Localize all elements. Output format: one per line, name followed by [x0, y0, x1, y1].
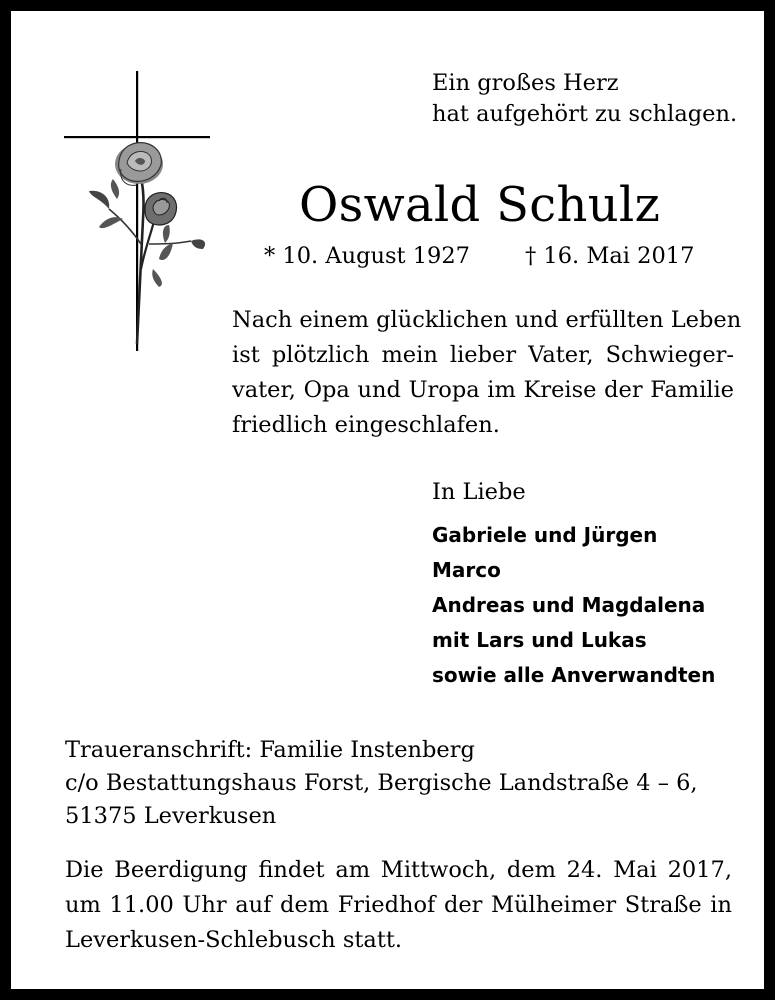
- obituary-line: ist plötzlich mein lieber Vater, Schwieger-: [232, 342, 734, 368]
- motto: [432, 68, 737, 130]
- address-line: c/o Bestattungshaus Forst, Bergische Landstraße 4 – 6,: [65, 770, 698, 796]
- motto-line: Ein großes Herz: [432, 70, 619, 96]
- obituary-line: Nach einem glücklichen und erfüllten Leben: [232, 307, 742, 333]
- funeral-line: um 11.00 Uhr auf dem Friedhof der Mülheimer Straße in: [65, 892, 732, 918]
- mourner-name: sowie alle Anverwandten: [432, 663, 716, 687]
- obituary-line: friedlich eingeschlafen.: [232, 412, 500, 438]
- mourning-address: [65, 734, 698, 833]
- mourner-name: Gabriele und Jürgen: [432, 523, 658, 547]
- funeral-line: Leverkusen-Schlebusch statt.: [65, 927, 403, 953]
- deceased-name: Oswald Schulz: [299, 177, 661, 233]
- mourner-name: Marco: [432, 558, 501, 582]
- mourners-list: [432, 518, 715, 693]
- address-line: Traueranschrift: Familie Instenberg: [65, 737, 475, 763]
- mourner-name: Andreas und Magdalena: [432, 593, 706, 617]
- closing-phrase: In Liebe: [432, 479, 526, 505]
- death-date: † 16. Mai 2017: [525, 243, 695, 269]
- cross-with-roses-icon: [61, 69, 216, 357]
- motto-line: hat aufgehört zu schlagen.: [432, 101, 738, 127]
- obituary-line: vater, Opa und Uropa im Kreise der Familie: [232, 377, 734, 403]
- address-line: 51375 Leverkusen: [65, 803, 277, 829]
- mourner-name: mit Lars und Lukas: [432, 628, 647, 652]
- funeral-line: Die Beerdigung findet am Mittwoch, dem 24. Mai 2017,: [65, 857, 732, 883]
- obituary-text: [232, 303, 742, 443]
- funeral-info: [65, 853, 732, 958]
- birth-date: * 10. August 1927: [264, 243, 470, 269]
